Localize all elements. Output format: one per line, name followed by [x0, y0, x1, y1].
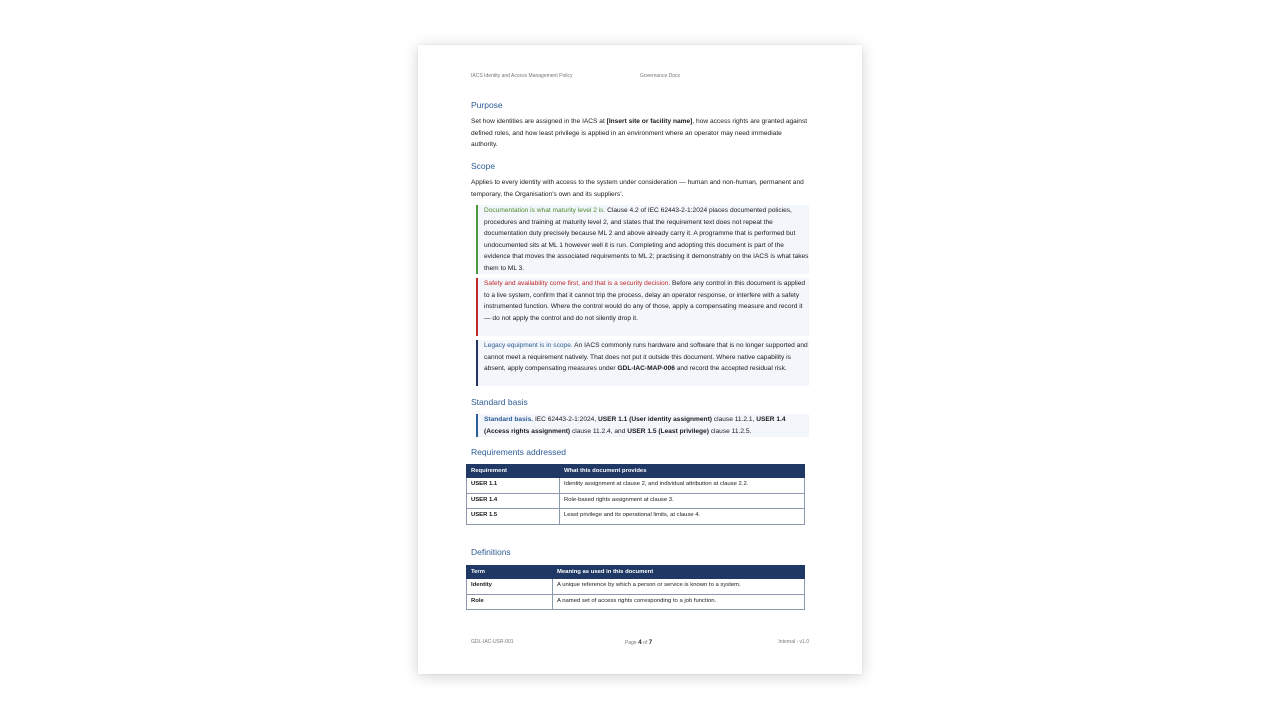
purpose-text: Set how identities are assigned in the IACS at [Insert site or facility name], how access rights are granted against defined roles, and how least privilege is applied in an environment where an operator may need immediate authority.	[471, 118, 808, 148]
callout-maturity-lead: Documentation is what maturity level 2 is.	[484, 207, 606, 214]
footer-doc-id: GDL-IAC-USR-001	[471, 639, 514, 645]
table-header-row	[467, 465, 805, 478]
callout-standard-basis: Standard basis. IEC 62443-2-1:2024, USER 1.1 (User identity assignment) clause 11.2.1, USER 1.4 (Access rights assignment) clause 11.2.4, and USER 1.5 (Least privilege) clause 11.2.5.	[476, 414, 809, 437]
heading-requirements: Requirements addressed	[471, 447, 566, 457]
running-footer	[471, 639, 809, 645]
table-row	[467, 579, 805, 595]
table-cell: Identity	[467, 579, 553, 595]
requirements-table	[466, 464, 805, 525]
callout-legacy: Legacy equipment is in scope. An IACS commonly runs hardware and software that is no longer supported and cannot meet a requirement natively. That does not put it outside this document. Where native capability is absent, apply compensating measures under GDL-IAC-MAP-006 and record the accepted residual risk.	[476, 340, 809, 386]
table-cell: USER 1.4	[467, 493, 560, 509]
running-header	[471, 73, 809, 79]
callout-safety	[476, 278, 809, 336]
table-row	[467, 493, 805, 509]
table-header-row	[467, 566, 805, 579]
header-title: IACS Identity and Access Management Policy	[471, 73, 573, 79]
table-cell: Role-based rights assignment at clause 3.	[560, 493, 805, 509]
table-cell: USER 1.5	[467, 509, 560, 525]
heading-purpose: Purpose	[471, 100, 503, 110]
table-cell: Role	[467, 594, 553, 610]
header-category: Governance Docs	[640, 73, 681, 79]
table-cell: A unique reference by which a person or service is known to a system.	[553, 579, 805, 595]
callout-maturity-body: Clause 4.2 of IEC 62443-2-1:2024 places documented policies, procedures and training at maturity level 2, and states that the requirement text does not repeat the documentation duty precisely because ML 2 and above already carry it. A programme that is performed but undocumented sits at ML 1 however well it is run. Completing and adopting this document is part of the evidence that moves the associated requirements to ML 2; practising it demonstrably on the IACS is what takes them to ML 3.	[484, 207, 809, 272]
table-row	[467, 478, 805, 494]
column-header: Term	[467, 566, 553, 579]
scope-text: Applies to every identity with access to the system under consideration — human and non-human, permanent and temporary, the Organisation's own and its suppliers'.	[471, 179, 804, 198]
column-header: What this document provides	[560, 465, 805, 478]
table-cell: Least privilege and its operational limits, at clause 4.	[560, 509, 805, 525]
page-number: Page 4 of 7	[625, 639, 653, 646]
callout-safety-lead: Safety and availability come first, and that is a security decision.	[484, 280, 671, 287]
table-cell: Identity assignment at clause 2, and individual attribution at clause 2.2.	[560, 478, 805, 494]
table-row	[467, 594, 805, 610]
definitions-table	[466, 565, 805, 610]
column-header: Requirement	[467, 465, 560, 478]
footer-classification: Internal - v1.0	[778, 639, 809, 645]
document-page	[418, 45, 862, 674]
table-cell: A named set of access rights corresponding to a job function.	[553, 594, 805, 610]
column-header: Meaning as used in this document	[553, 566, 805, 579]
callout-safety-body: Before any control in this document is applied to a live system, confirm that it cannot trip the process, delay an operator response, or interfere with a safety instrumented function. Where the control would do any of those, apply a compensating measure and record it — do not apply the control and do not silently drop it.	[484, 280, 806, 322]
table-row	[467, 509, 805, 525]
heading-standard-basis: Standard basis	[471, 397, 528, 407]
table-cell: USER 1.1	[467, 478, 560, 494]
callout-legacy-lead: Legacy equipment is in scope.	[484, 342, 573, 349]
heading-scope: Scope	[471, 161, 496, 171]
heading-definitions: Definitions	[471, 547, 511, 557]
callout-maturity	[476, 205, 809, 274]
